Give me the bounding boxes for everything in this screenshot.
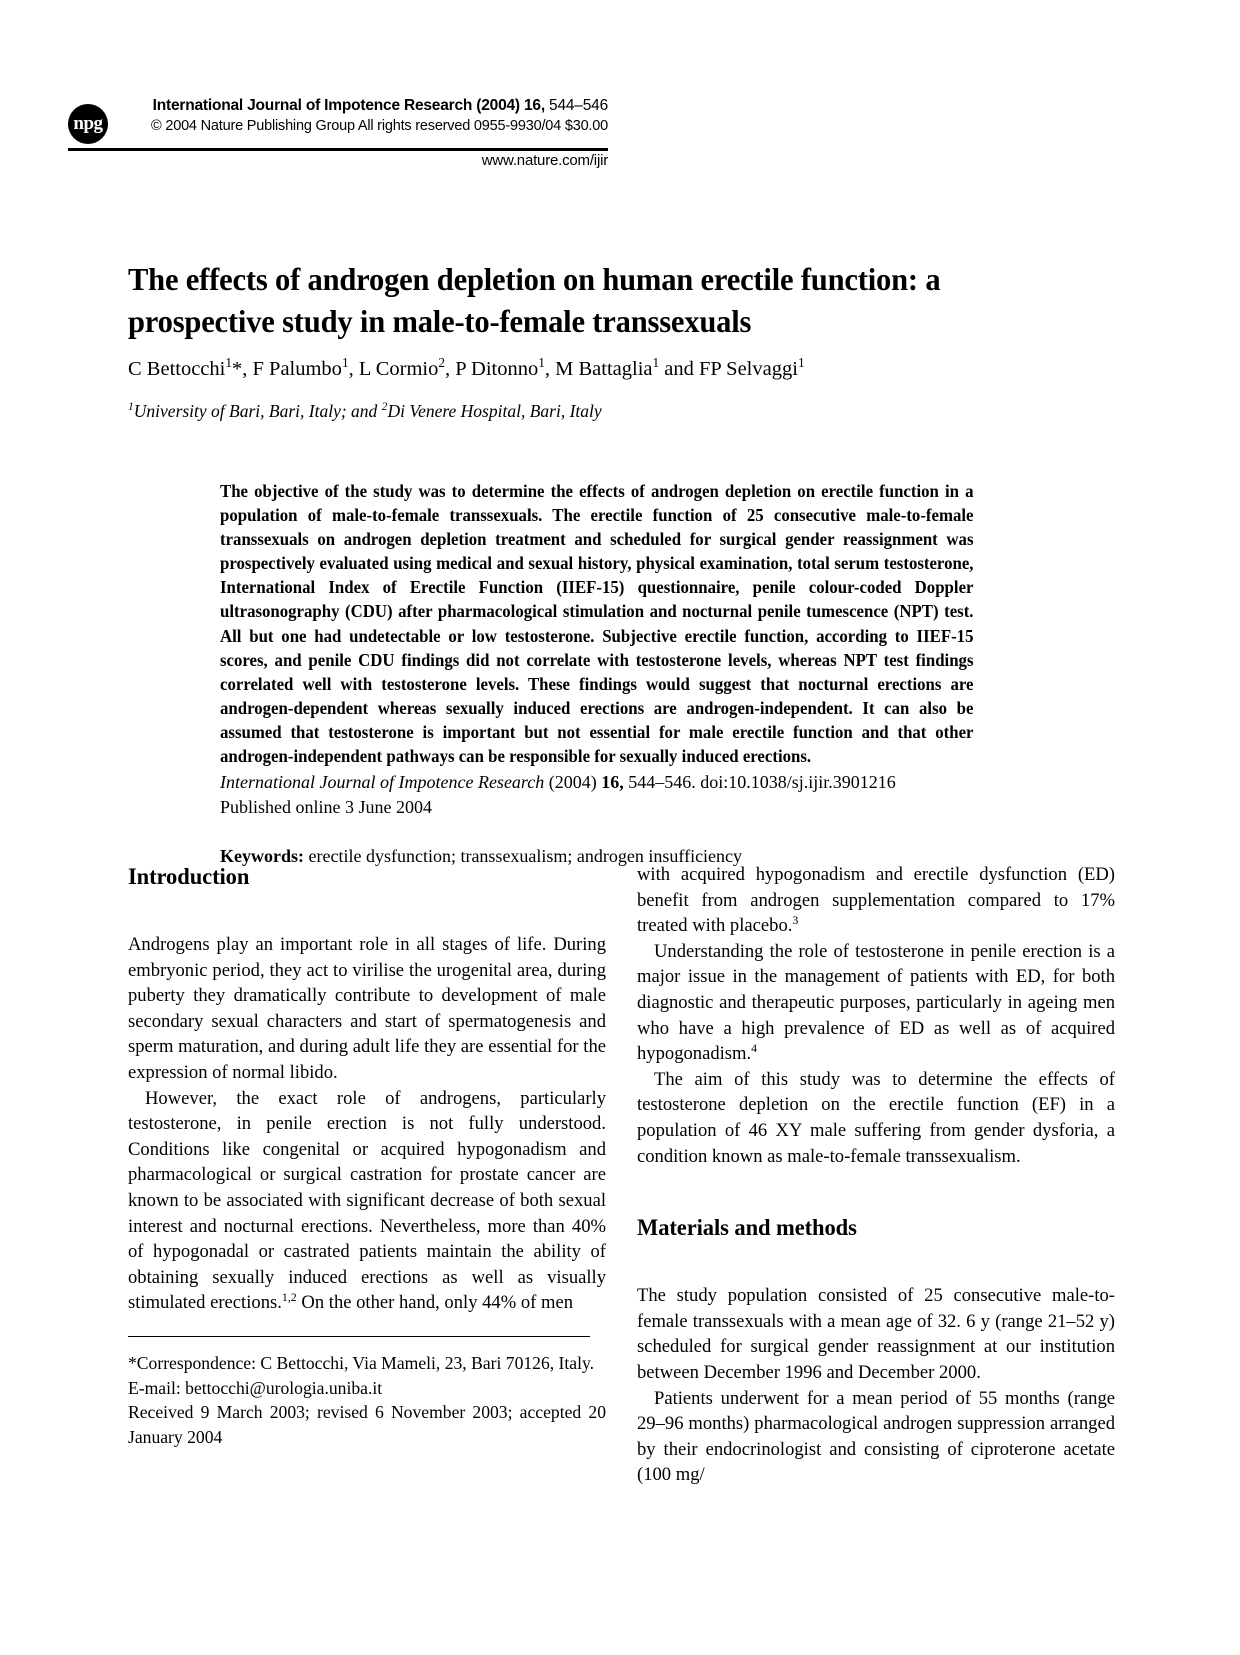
copyright-line: © 2004 Nature Publishing Group All rights reserved 0955-9930/04 $30.00 (151, 118, 608, 134)
section-heading-introduction: Introduction (128, 864, 250, 890)
journal-url[interactable]: www.nature.com/ijir (481, 152, 608, 169)
masthead-divider (68, 148, 608, 151)
paragraph: Androgens play an important role in all stages of life. During embryonic period, they act to virilise the urogenital area, during puberty they dramatically contribute to development of male secondary sexual characters and start of spermatogenesis and sperm maturation, and during adult life they are essential for the expression of normal libido. (128, 934, 606, 1083)
section-heading-materials-and-methods: Materials and methods (637, 1215, 857, 1242)
abstract-citation: International Journal of Impotence Research (2004) 16, 544–546. doi:10.1038/sj.ijir.3901216 (220, 772, 896, 793)
paragraph: Understanding the role of testosterone in penile erection is a major issue in the management of patients with ED, for both diagnostic and therapeutic purposes, particularly in ageing men who have a high prevalence of ED as well as of acquired hypogonadism.$^4$ (637, 940, 1115, 1065)
spacer (637, 1243, 1115, 1283)
correspondence-email[interactable]: E-mail: bettocchi@urologia.uniba.it (128, 1377, 383, 1398)
keywords-value: erectile dysfunction; transsexualism; androgen insufficiency (304, 846, 743, 867)
correspondence-footnote (128, 1336, 606, 1449)
submission-dates: Received 9 March 2003; revised 6 November 2003; accepted 20 January 2004 (128, 1402, 606, 1447)
journal-citation-line (68, 96, 608, 116)
masthead-text (68, 96, 608, 136)
author-list: C Bettocchi$^1$*, F Palumbo$^1$, L Cormio$^2$, P Ditonno$^1$, M Battaglia$^1$ and FP Selvaggi$^1$ (128, 355, 805, 380)
journal-pages: 544–546 (544, 97, 608, 114)
body-column-left (128, 862, 606, 1316)
correspondence-address: *Correspondence: C Bettocchi, Via Mameli, 23, Bari 70126, Italy. (128, 1353, 595, 1374)
footnote-divider (128, 1336, 590, 1337)
spacer (128, 892, 606, 932)
abstract-text: The objective of the study was to determine the effects of androgen depletion on erectile function in a population of male-to-female transsexuals. The erectile function of 25 consecutive male-to-female transsexuals on androgen depletion treatment and scheduled for surgical gender reassignment was prospectively evaluated using medical and sexual history, physical examination, total serum testosterone, International Index of Erectile Function (IIEF-15) questionnaire, penile colour-coded Doppler ultrasonography (CDU) after pharmacological stimulation and nocturnal penile tumescence (NPT) test. All but one had undetectable or low testosterone. Subjective erectile function, according to IIEF-15 scores, and penile CDU findings did not correlate with testosterone levels, whereas NPT test findings correlated well with testosterone levels. These findings would suggest that nocturnal erections are androgen-dependent whereas sexually induced erections are androgen-independent. It can also be assumed that testosterone is important but not essential for male erectile function and that other androgen-independent pathways can be responsible for sexually induced erections. (220, 481, 974, 767)
paragraph: Patients underwent for a mean period of 55 months (range 29–96 months) pharmacological androgen suppression arranged by their endocrinologist and consisting of ciproterone acetate (100 mg/ (637, 1387, 1115, 1486)
body-column-right (637, 862, 1115, 1488)
spacer (637, 1169, 1115, 1213)
page-title: The effects of androgen depletion on human erectile function: a prospective study in male-to-female transsexuals (128, 262, 941, 340)
paragraph: The study population consisted of 25 consecutive male-to-female transsexuals with a mean age of 32. 6 y (range 21–52 y) scheduled for surgical gender reassignment at our institution between December 1996 and December 2000. (637, 1285, 1115, 1383)
keywords-label: Keywords: (220, 846, 304, 867)
paragraph: The aim of this study was to determine the effects of testosterone depletion on the erectile function (EF) in a population of 46 XY male suffering from gender dysforia, a condition known as male-to-female transsexualism. (637, 1068, 1115, 1167)
abstract-block (220, 479, 973, 869)
footnote-body (128, 1351, 606, 1449)
journal-name-volume: International Journal of Impotence Research (2004) 16, (152, 97, 545, 114)
npg-logo: npg (68, 104, 108, 144)
published-online: Published online 3 June 2004 (220, 797, 432, 818)
paragraph: with acquired hypogonadism and erectile dysfunction (ED) benefit from androgen supplementation compared to 17% treated with placebo.$^3$ (637, 864, 1115, 937)
paragraph: However, the exact role of androgens, particularly testosterone, in penile erection is not fully understood. Conditions like congenital or acquired hypogonadism and pharmacological or surgical castration for prostate cancer are known to be associated with significant decrease of both sexual interest and nocturnal erections. Nevertheless, more than 40% of hypogonadal or castrated patients maintain the ability of obtaining sexually induced erections as well as visually stimulated erections.$^{1,2}$ On the other hand, only 44% of men (128, 1087, 606, 1314)
journal-masthead (68, 96, 1172, 169)
affiliation-line: $^1$University of Bari, Bari, Italy; and $^2$Di Venere Hospital, Bari, Italy (128, 400, 602, 421)
